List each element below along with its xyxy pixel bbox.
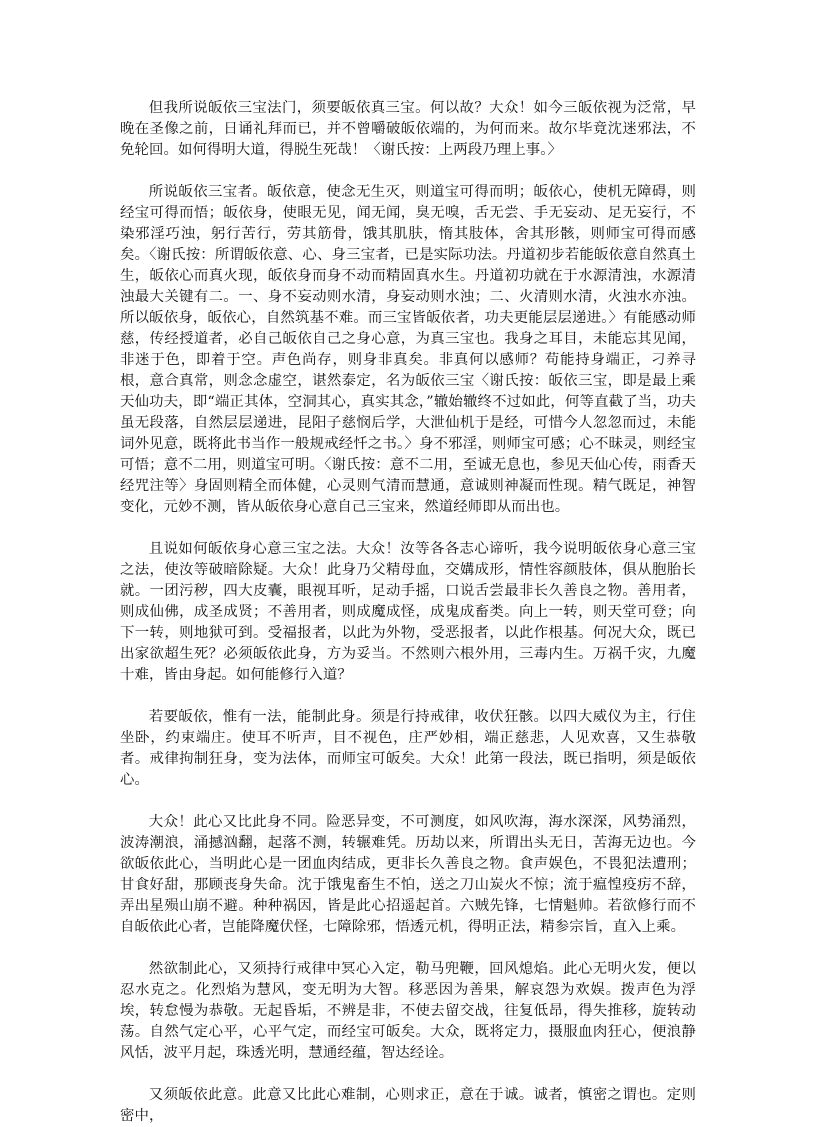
paragraph-5: 大众！此心又比此身不同。险恶异变，不可测度，如风吹海，海水深深，风势涌烈，波涛潮浪，涌撼汹翻，起落不测，转辗难凭。历劫以来，所谓出头无日，苦海无边也。今欲皈依此心，当明此心是一团血肉结成，更非长久善良之物。食声娱色，不畏犯法遭刑；甘食好甜，那顾丧身失命。沈于饿鬼畜生不怕，送之刀山炭火不惊；流于瘟惶疫疠不辞，弄出星殒山崩不避。种种祸因，皆是此心招遥起首。六贼先锋，七情魁帅。若欲修行而不自皈依此心者，岂能降魔伏怪，七障除邪，悟透元机，得明正法，精参宗旨，直入上乘。: [120, 814, 696, 935]
paragraph-7: 又须皈依此意。此意又比此心难制，心则求正，意在于诚。诚者，慎密之谓也。定则密中，: [120, 1087, 696, 1124]
paragraph-2: 所说皈依三宝者。皈依意，使念无生灭，则道宝可得而明；皈依心，使机无障碍，则经宝可得而悟；皈依身，使眼无见，闻无闻，臭无嗅，舌无尝、手无妄动、足无妄行，不染邪淫巧浊，躬行苦行，劳其筋骨，饿其肌肤，惰其肢体，舍其形骸，则师宝可得而感矣。〈谢氏按：所谓皈依意、心、身三宝者，已是实际功法。丹道初步若能皈依意自然真土生，皈依心而真火现，皈依身而身不动而精固真水生。丹道初功就在于水源清浊，水源清浊最大关键有二。一、身不妄动则水清，身妄动则水浊；二、火清则水清，火浊水亦浊。所以皈依身，皈依心，自然筑基不难。而三宝皆皈依者，功夫更能层层递进。〉有能感动师慈，传经授道者，必自己皈依自己之身心意，为真三宝也。我身之耳目，未能忘其见闻，非迷于色，即着于空。声色尚存，则身非真矣。非真何以感师？苟能持身端正，刁养寻根，意合真常，则念念虚空，谌然泰定，名为皈依三宝〈谢氏按：皈依三宝，即是最上乘天仙功夫，即“端正其体，空洞其心，真实其念，”辙始辙终不过如此，何等直截了当，功夫虽无段落，自然层层递进，昆阳子慈悯后学，大泄仙机于是经，可惜今人忽忽而过，未能词外见意，既将此书当作一般规戒经忏之书。〉身不邪淫，则师宝可感；心不昧灵，则经宝可悟；意不二用，则道宝可明。〈谢氏按：意不二用，至诚无息也，参见天仙心传，雨香天经咒注等〉身固则精全而体健，心灵则气清而慧通，意诚则神凝而性现。精气既足，神智变化，元妙不测，皆从皈依身心意自己三宝来，然道经师即从而出也。: [120, 184, 696, 515]
paragraph-1: 但我所说皈依三宝法门，须要皈依真三宝。何以故？大众！如今三皈依视为泛常，早晚在圣像之前，日诵礼拜而已，并不曾嚼破皈依端的，为何而来。故尔毕竟沈迷邪法，不免轮回。如何得明大道，得脱生死哉！〈谢氏按：上两段乃理上事。〉: [120, 100, 696, 158]
paragraph-6: 然欲制此心，又须持行戒律中冥心入定，勒马兜鞭，回风熄焰。此心无明火发，便以忍水克之。化烈焰为慧风，变无明为大智。移恶因为善果，解哀怨为欢娱。拨声色为浮埃，转怠慢为恭敬。无起昏垢，不辨是非，不使去留交战，往复低昂，得失推移，旋转动荡。自然气定心平，心平气定，而经宝可皈矣。大众，既将定力，摄服血肉狂心，便浪静风恬，波平月起，珠透光明，慧通经蕴，智达经诠。: [120, 961, 696, 1061]
paragraph-4: 若要皈依，惟有一法，能制此身。须是行持戒律，收伏狂骸。以四大威仪为主，行住坐卧，约束端庄。使耳不听声，目不视色，庄严妙相，端正慈悲，人见欢喜，又生恭敬者。戒律拘制狂身，变为法体，而师宝可皈矣。大众！此第一段法，既已指明，须是皈依心。: [120, 709, 696, 788]
paragraph-3: 且说如何皈依身心意三宝之法。大众！汝等各各志心谛听，我今说明皈依身心意三宝之法，使汝等破暗除疑。大众！此身乃父精母血，交媾成形，情性容颜肢体，俱从胞胎长就。一团污秽，四大皮囊，眼视耳听，足动手摇，口说舌尝最非长久善良之物。善用者，则成仙佛，成圣成贤；不善用者，则成魔成怪，成鬼成畜类。向上一转，则天堂可登；向下一转，则地狱可到。受福报者，以此为外物，受恶报者，以此作根基。何况大众，既已出家欲超生死？必须皈依此身，方为妥当。不然则六根外用，三毒内生。万祸千灾，九魔十难，皆由身起。如何能修行入道？: [120, 541, 696, 683]
document-page: [120, 98, 696, 1127]
